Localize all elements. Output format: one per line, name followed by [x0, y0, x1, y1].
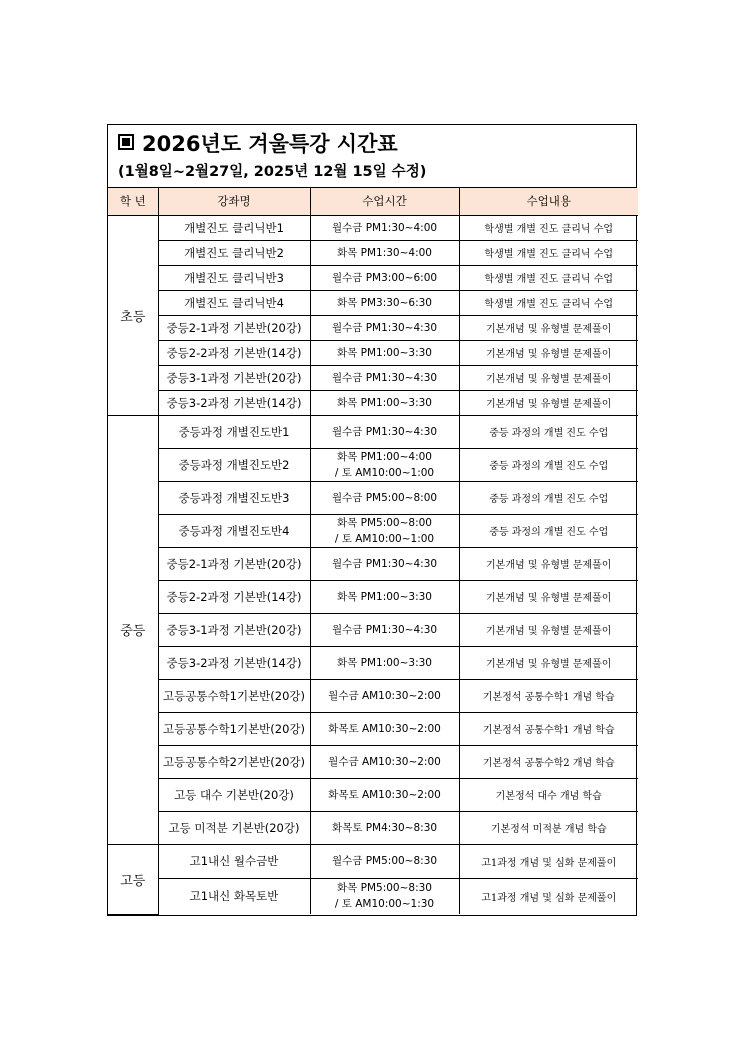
square-bullet-icon	[118, 134, 134, 150]
table-row	[108, 390, 638, 415]
course-cell: 중등과정 개별진도반3	[158, 481, 310, 514]
content-cell: 기본정석 공통수학2 개념 학습	[459, 745, 638, 778]
course-cell: 중등2-2과정 기본반(14강)	[158, 340, 310, 365]
header-content: 수업내용	[459, 188, 638, 215]
table-row	[108, 878, 638, 914]
time-cell	[310, 215, 459, 240]
time-cell	[310, 613, 459, 646]
content-cell: 기본개념 및 유형별 문제풀이	[459, 340, 638, 365]
table-row	[108, 679, 638, 712]
time-cell	[310, 290, 459, 315]
time-cell	[310, 448, 459, 481]
time-line: / 토 AM10:00~1:00	[334, 532, 435, 545]
time-cell	[310, 240, 459, 265]
time-line: 월수금 PM1:30~4:30	[331, 557, 438, 570]
time-line: 월수금 PM3:00~6:00	[331, 271, 438, 284]
time-line: 화목토 AM10:30~2:00	[328, 722, 441, 735]
time-line: 화목 PM5:00~8:00	[337, 516, 432, 529]
content-cell: 중등 과정의 개별 진도 수업	[459, 415, 638, 448]
course-cell: 중등3-2과정 기본반(14강)	[158, 390, 310, 415]
content-cell: 기본개념 및 유형별 문제풀이	[459, 646, 638, 679]
table-row	[108, 340, 638, 365]
content-cell: 기본개념 및 유형별 문제풀이	[459, 547, 638, 580]
content-cell: 학생별 개별 진도 클리닉 수업	[459, 240, 638, 265]
time-cell	[310, 265, 459, 290]
time-line: 화목 PM1:00~3:30	[337, 656, 432, 669]
course-cell: 중등2-1과정 기본반(20강)	[158, 547, 310, 580]
course-cell: 고1내신 월수금반	[158, 844, 310, 878]
content-cell: 기본개념 및 유형별 문제풀이	[459, 580, 638, 613]
schedule-sheet	[107, 124, 637, 916]
table-row	[108, 745, 638, 778]
time-cell	[310, 481, 459, 514]
time-line: 월수금 PM1:30~4:30	[331, 425, 438, 438]
course-cell: 고등 미적분 기본반(20강)	[158, 811, 310, 844]
table-row	[108, 415, 638, 448]
time-line: 월수금 PM1:30~4:30	[331, 321, 438, 334]
time-cell	[310, 646, 459, 679]
content-cell: 고1과정 개념 및 심화 문제풀이	[459, 878, 638, 914]
time-line: 화목 PM1:00~3:30	[337, 396, 432, 409]
course-cell: 중등3-1과정 기본반(20강)	[158, 613, 310, 646]
page-subtitle: (1월8일~2월27일, 2025년 12월 15일 수정)	[118, 164, 427, 180]
content-cell: 기본개념 및 유형별 문제풀이	[459, 365, 638, 390]
time-cell	[310, 580, 459, 613]
course-cell: 개별진도 클리닉반2	[158, 240, 310, 265]
time-line: 화목 PM5:00~8:30	[337, 882, 432, 895]
content-cell: 기본정석 공통수학1 개념 학습	[459, 679, 638, 712]
content-cell: 중등 과정의 개별 진도 수업	[459, 514, 638, 547]
content-cell: 기본개념 및 유형별 문제풀이	[459, 315, 638, 340]
time-cell	[310, 878, 459, 914]
content-cell: 기본개념 및 유형별 문제풀이	[459, 390, 638, 415]
course-cell: 중등과정 개별진도반2	[158, 448, 310, 481]
time-cell	[310, 844, 459, 878]
table-row	[108, 240, 638, 265]
content-cell: 중등 과정의 개별 진도 수업	[459, 481, 638, 514]
table-row	[108, 481, 638, 514]
content-cell: 학생별 개별 진도 클리닉 수업	[459, 290, 638, 315]
course-cell: 중등3-2과정 기본반(14강)	[158, 646, 310, 679]
time-cell	[310, 547, 459, 580]
time-line: 월수금 PM5:00~8:00	[331, 491, 438, 504]
grade-cell: 고등	[108, 844, 158, 914]
table-row	[108, 778, 638, 811]
time-line: 화목토 PM4:30~8:30	[331, 821, 438, 834]
course-cell: 개별진도 클리닉반4	[158, 290, 310, 315]
time-line: / 토 AM10:00~1:30	[334, 898, 435, 911]
time-line: 화목 PM1:00~3:30	[337, 346, 432, 359]
content-cell: 기본정석 공통수학1 개념 학습	[459, 712, 638, 745]
time-line: 화목 PM1:00~3:30	[337, 590, 432, 603]
table-row	[108, 547, 638, 580]
table-row	[108, 290, 638, 315]
table-row	[108, 215, 638, 240]
header-course: 강좌명	[158, 188, 310, 215]
time-line: 월수금 PM1:30~4:00	[331, 221, 438, 234]
course-cell: 중등과정 개별진도반1	[158, 415, 310, 448]
table-row	[108, 844, 638, 878]
time-cell	[310, 712, 459, 745]
time-cell	[310, 778, 459, 811]
course-cell: 중등과정 개별진도반4	[158, 514, 310, 547]
schedule-table	[108, 188, 638, 915]
course-cell: 중등3-1과정 기본반(20강)	[158, 365, 310, 390]
time-line: 화목 PM3:30~6:30	[337, 296, 432, 309]
content-cell: 학생별 개별 진도 클리닉 수업	[459, 215, 638, 240]
time-line: 월수금 PM1:30~4:30	[331, 623, 438, 636]
course-cell: 중등2-2과정 기본반(14강)	[158, 580, 310, 613]
header-row	[108, 188, 638, 215]
time-line: 월수금 AM10:30~2:00	[328, 689, 441, 702]
content-cell: 중등 과정의 개별 진도 수업	[459, 448, 638, 481]
schedule-body	[108, 215, 638, 914]
content-cell: 기본개념 및 유형별 문제풀이	[459, 613, 638, 646]
time-line: / 토 AM10:00~1:00	[334, 466, 435, 479]
header-grade: 학 년	[108, 188, 158, 215]
table-row	[108, 315, 638, 340]
grade-cell: 초등	[108, 215, 158, 415]
time-cell	[310, 315, 459, 340]
page-title	[118, 131, 636, 157]
time-cell	[310, 415, 459, 448]
course-cell: 고1내신 화목토반	[158, 878, 310, 914]
course-cell: 중등2-1과정 기본반(20강)	[158, 315, 310, 340]
header-time: 수업시간	[310, 188, 459, 215]
course-cell: 고등공통수학1기본반(20강)	[158, 712, 310, 745]
course-cell: 개별진도 클리닉반3	[158, 265, 310, 290]
table-row	[108, 365, 638, 390]
time-cell	[310, 514, 459, 547]
table-row	[108, 514, 638, 547]
time-line: 월수금 PM1:30~4:30	[331, 371, 438, 384]
page-title-text: 2026년도 겨울특강 시간표	[142, 132, 398, 156]
course-cell: 고등공통수학1기본반(20강)	[158, 679, 310, 712]
content-cell: 학생별 개별 진도 클리닉 수업	[459, 265, 638, 290]
table-row	[108, 646, 638, 679]
time-cell	[310, 811, 459, 844]
time-line: 월수금 AM10:30~2:00	[328, 755, 441, 768]
content-cell: 기본정석 미적분 개념 학습	[459, 811, 638, 844]
time-cell	[310, 679, 459, 712]
course-cell: 고등 대수 기본반(20강)	[158, 778, 310, 811]
title-block	[108, 125, 636, 188]
time-cell	[310, 340, 459, 365]
table-row	[108, 811, 638, 844]
table-row	[108, 448, 638, 481]
table-row	[108, 613, 638, 646]
time-cell	[310, 365, 459, 390]
table-row	[108, 712, 638, 745]
time-cell	[310, 390, 459, 415]
time-line: 월수금 PM5:00~8:30	[331, 855, 438, 867]
time-line: 화목 PM1:00~4:00	[337, 450, 432, 463]
time-line: 화목토 AM10:30~2:00	[328, 788, 441, 801]
time-cell	[310, 745, 459, 778]
course-cell: 고등공통수학2기본반(20강)	[158, 745, 310, 778]
grade-cell: 중등	[108, 415, 158, 844]
time-line: 화목 PM1:30~4:00	[337, 246, 432, 259]
content-cell: 기본정석 대수 개념 학습	[459, 778, 638, 811]
content-cell: 고1과정 개념 및 심화 문제풀이	[459, 844, 638, 878]
course-cell: 개별진도 클리닉반1	[158, 215, 310, 240]
table-row	[108, 265, 638, 290]
table-row	[108, 580, 638, 613]
